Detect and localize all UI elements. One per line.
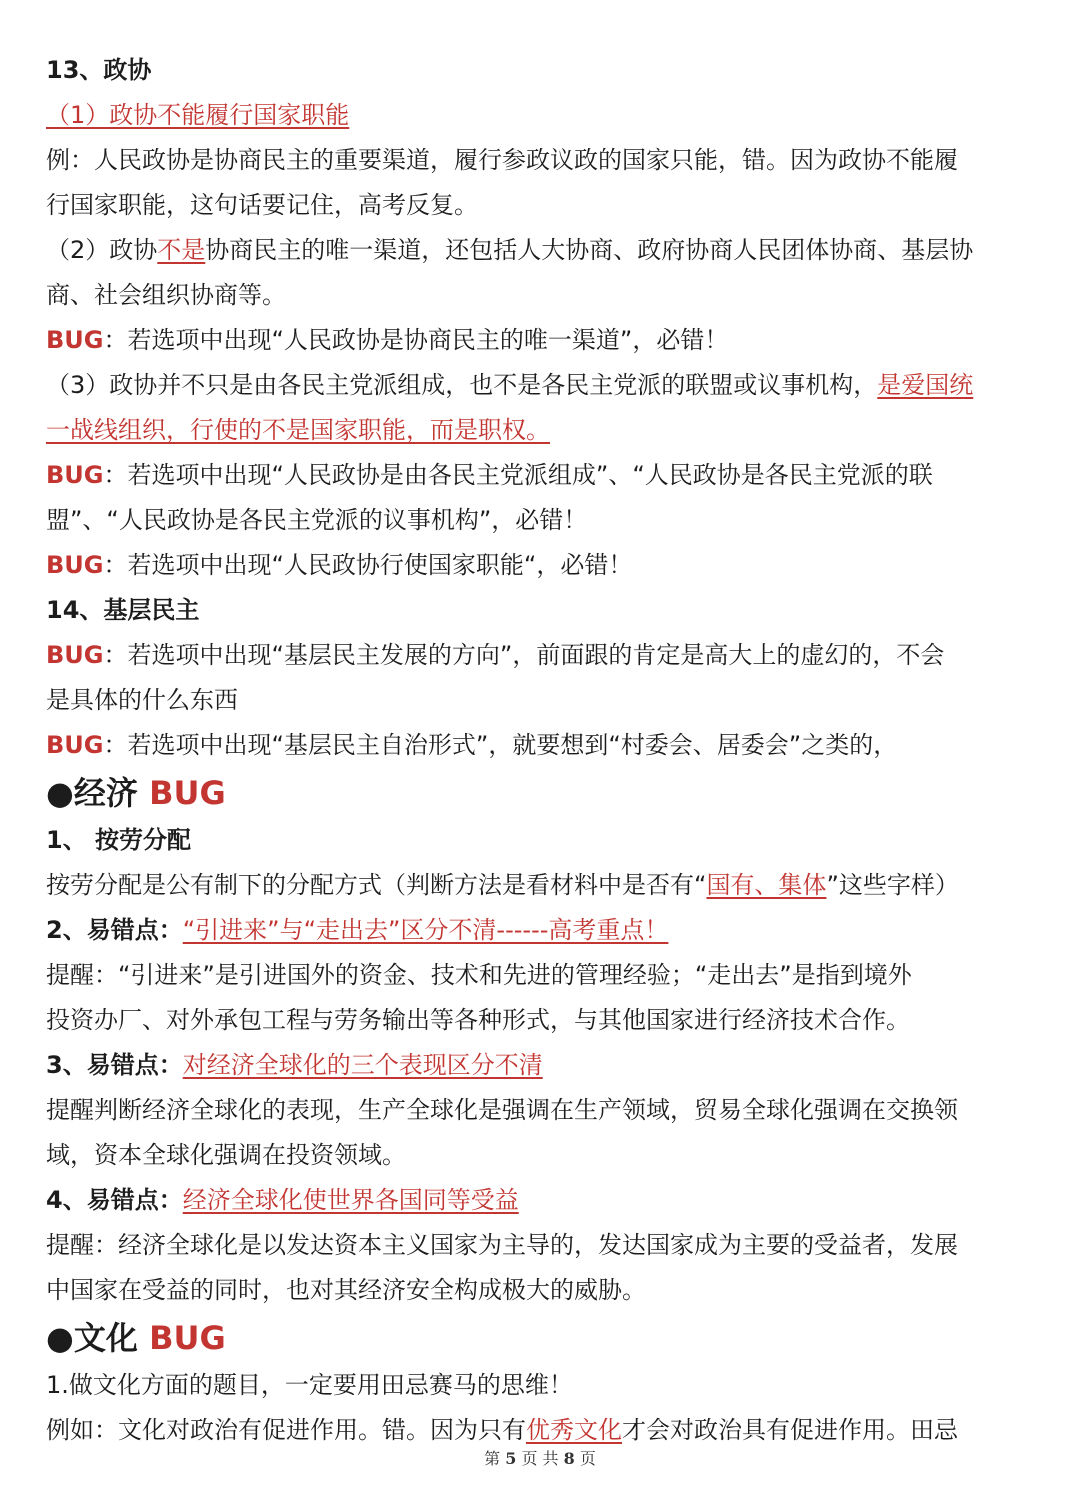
culture-line-1: 1.做文化方面的题目，一定要用田忌赛马的思维！ [46,1371,573,1399]
economy-heading-text: ●经济 [46,774,138,812]
footer-post: 页 [579,1449,596,1468]
bug-text: ：若选项中出现“人民政协行使国家职能“，必错！ [103,551,633,579]
bug-text: ：若选项中出现“人民政协是由各民主党派组成”、“人民政协是各民主党派的联 [103,461,933,489]
s13-point-2-pre: （2）政协 [46,236,158,264]
section-14-title: 14、基层民主 [46,596,200,624]
s13-bug-1 [46,318,1041,363]
s13-point-2-emph: 不是 [157,236,206,264]
econ-item-1-pre: 按劳分配是公有制下的分配方式（判断方法是看材料中是否有“ [46,871,707,899]
econ-item-4-emph: 经济全球化使世界各国同等受益 [182,1186,519,1214]
econ-item-3-emph: 对经济全球化的三个表现区分不清 [182,1051,543,1079]
econ-item-3-line-1: 提醒判断经济全球化的表现，生产全球化是强调在生产领域，贸易全球化强调在交换领 [46,1096,958,1124]
document-page [46,48,1041,1453]
s13-point-3-emph-1: 是爱国统 [877,371,974,399]
footer-page-number: 5 [505,1449,517,1468]
economy-heading [46,768,1041,818]
s13-bug-2-line-1 [46,453,1041,498]
bug-label: BUG [46,551,104,579]
bug-text: ：若选项中出现“人民政协是协商民主的唯一渠道”，必错！ [103,326,729,354]
culture-heading [46,1313,1041,1363]
econ-item-2-line-2: 投资办厂、对外承包工程与劳务输出等各种形式，与其他国家进行经济技术合作。 [46,1006,910,1034]
culture-line-2-pre: 例如：文化对政治有促进作用。错。因为只有 [46,1416,526,1444]
econ-item-1-title: 1、 按劳分配 [46,826,192,854]
econ-item-1-text [46,863,1041,908]
culture-line-2-emph: 优秀文化 [526,1416,622,1444]
bug-label: BUG [46,731,104,759]
s13-point-2-cont: 商、社会组织协商等。 [46,281,286,309]
s13-point-2 [46,228,1041,273]
s13-point-3-cont [46,408,1041,453]
econ-item-3-line-2: 域，资本全球化强调在投资领域。 [46,1141,406,1169]
page-footer [0,1446,1080,1469]
econ-item-3-title [46,1043,1041,1088]
s13-bug-3 [46,543,1041,588]
footer-total-pages: 8 [563,1449,575,1468]
econ-item-1-emph: 国有、集体 [706,871,827,899]
culture-heading-text: ●文化 [46,1319,138,1357]
s13-example-line-2: 行国家职能，这句话要记住，高考反复。 [46,191,478,219]
econ-item-4-line-1: 提醒：经济全球化是以发达资本主义国家为主导的，发达国家成为主要的受益者，发展 [46,1231,958,1259]
bug-text: ：若选项中出现“基层民主自治形式”，就要想到“村委会、居委会”之类的， [103,731,898,759]
footer-mid: 页 共 [521,1449,559,1468]
section-13-title: 13、政协 [46,56,152,84]
bug-label: BUG [46,326,104,354]
footer-pre: 第 [484,1449,501,1468]
s13-example-line-1: 例：人民政协是协商民主的重要渠道，履行参政议政的国家只能，错。因为政协不能履 [46,146,958,174]
s13-point-1 [46,93,1041,138]
econ-item-2-title [46,908,1041,953]
bug-text: ：若选项中出现“基层民主发展的方向”，前面跟的肯定是高大上的虚幻的，不会 [103,641,945,669]
culture-heading-bug: BUG [149,1319,226,1357]
s14-bug-1-line-1 [46,633,1041,678]
s13-point-3 [46,363,1041,408]
s13-point-3-pre: （3）政协并不只是由各民主党派组成，也不是各民主党派的联盟或议事机构， [46,371,878,399]
econ-item-2-line-1: 提醒：“引进来”是引进国外的资金、技术和先进的管理经验；“走出去”是指到境外 [46,961,912,989]
econ-item-4-label: 4、易错点： [46,1186,183,1214]
bug-label: BUG [46,641,104,669]
s13-point-3-emph-2: 一战线组织，行使的不是国家职能，而是职权。 [46,416,550,444]
econ-item-2-label: 2、易错点： [46,916,183,944]
econ-item-1-post: ”这些字样） [826,871,959,899]
s13-bug-2-line-2: 盟”、“人民政协是各民主党派的议事机构”，必错！ [46,506,588,534]
bug-label: BUG [46,461,104,489]
s13-point-1-text: （1）政协不能履行国家职能 [46,101,350,129]
econ-item-3-label: 3、易错点： [46,1051,183,1079]
s13-point-2-post: 协商民主的唯一渠道，还包括人大协商、政府协商人民团体协商、基层协 [205,236,974,264]
s14-bug-2 [46,723,1041,768]
culture-line-2-post: 才会对政治具有促进作用。田忌 [622,1416,958,1444]
economy-heading-bug: BUG [149,774,226,812]
econ-item-2-emph: “引进来”与“走出去”区分不清------高考重点！ [182,916,669,944]
econ-item-4-title [46,1178,1041,1223]
econ-item-4-line-2: 中国家在受益的同时，也对其经济安全构成极大的威胁。 [46,1276,646,1304]
s14-bug-1-line-2: 是具体的什么东西 [46,686,238,714]
